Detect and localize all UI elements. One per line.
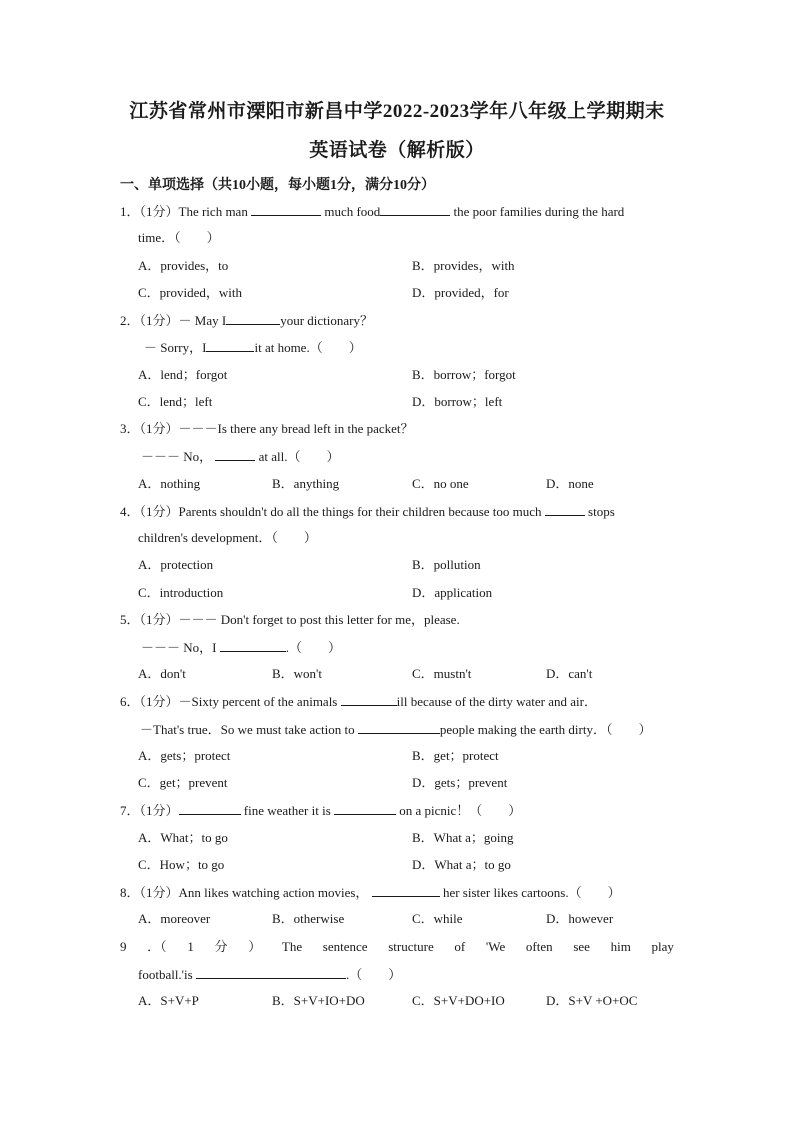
option-d[interactable]: D．however <box>546 911 614 926</box>
option-a[interactable]: A．protection <box>138 557 214 572</box>
option-c[interactable]: C．while <box>412 911 463 926</box>
answer-blank <box>220 638 286 652</box>
answer-blank <box>372 883 440 897</box>
option-b[interactable]: B．otherwise <box>272 911 345 926</box>
option-c[interactable]: C．S+V+DO+IO <box>412 993 505 1008</box>
option-a[interactable]: A．lend；forgot <box>138 367 228 382</box>
question-3: 3．（1分）－－－Is there any bread left in the packet？ <box>120 421 414 436</box>
option-c[interactable]: C．lend；left <box>138 394 213 409</box>
option-b[interactable]: B．pollution <box>412 557 481 572</box>
option-b[interactable]: B．anything <box>272 476 340 491</box>
question-number: 5．（1分） <box>120 612 179 627</box>
option-d[interactable]: D．application <box>412 585 493 600</box>
question-5-reply: －－－ No，I .（ ） <box>141 640 341 655</box>
question-1-cont: time．（ ） <box>138 230 220 245</box>
question-5: 5．（1分）－－－ Don't forget to post this letter for me，please. <box>120 612 460 627</box>
exam-title-line2: 英语试卷（解析版） <box>309 140 485 161</box>
option-d[interactable]: D．provided，for <box>412 285 509 300</box>
section-heading: 一、单项选择（共10小题，每小题1分，满分10分） <box>120 178 435 193</box>
question-number: 1．（1分） <box>120 204 179 219</box>
question-number: 7．（1分） <box>120 803 179 818</box>
question-number: 4．（1分） <box>120 504 179 519</box>
answer-blank <box>215 447 255 461</box>
answer-blank <box>226 311 280 325</box>
question-number: 2．（1分） <box>120 313 179 328</box>
question-7: 7．（1分） fine weather it is on a picnic！（ ） <box>120 803 522 818</box>
option-d[interactable]: D．can't <box>546 666 593 681</box>
question-8: 8．（1分）Ann likes watching action movies， her sister likes cartoons.（ ） <box>120 885 621 900</box>
question-number: 8．（1分） <box>120 885 179 900</box>
option-a[interactable]: A．provides，to <box>138 258 229 273</box>
option-d[interactable]: D．none <box>546 476 594 491</box>
question-number: 3．（1分） <box>120 421 179 436</box>
option-a[interactable]: A．What；to go <box>138 830 228 845</box>
exam-title-line1: 江苏省常州市溧阳市新昌中学2022-2023学年八年级上学期期末 <box>129 101 665 122</box>
option-b[interactable]: B．provides，with <box>412 258 515 273</box>
question-1: 1．（1分）The rich man much food the poor families during the hard <box>120 204 625 219</box>
question-2-reply: － Sorry，I it at home.（ ） <box>144 340 362 355</box>
question-9-cont: football.'is .（ ） <box>138 967 402 982</box>
question-6-reply: －That's true．So we must take action to people making the earth dirty．（ ） <box>140 722 652 737</box>
question-4: 4．（1分）Parents shouldn't do all the things for their children because too much stops <box>120 504 615 519</box>
answer-blank <box>358 720 440 734</box>
option-b[interactable]: B．get；protect <box>412 748 499 763</box>
answer-blank <box>206 338 254 352</box>
answer-blank <box>179 801 241 815</box>
option-b[interactable]: B．S+V+IO+DO <box>272 993 365 1008</box>
option-c[interactable]: C．provided，with <box>138 285 242 300</box>
question-2: 2．（1分）－ May I your dictionary？ <box>120 313 373 328</box>
option-b[interactable]: B．won't <box>272 666 323 681</box>
option-d[interactable]: D．S+V +O+OC <box>546 993 638 1008</box>
answer-blank <box>341 692 397 706</box>
option-a[interactable]: A．gets；protect <box>138 748 231 763</box>
answer-blank <box>545 502 585 516</box>
option-d[interactable]: D．borrow；left <box>412 394 503 409</box>
option-c[interactable]: C．How；to go <box>138 857 225 872</box>
option-c[interactable]: C．get；prevent <box>138 775 228 790</box>
option-b[interactable]: B．What a；going <box>412 830 514 845</box>
question-6: 6．（1分）－Sixty percent of the animals ill because of the dirty water and air． <box>120 694 597 709</box>
option-a[interactable]: A．nothing <box>138 476 201 491</box>
option-a[interactable]: A．moreover <box>138 911 211 926</box>
option-c[interactable]: C．introduction <box>138 585 224 600</box>
option-c[interactable]: C．mustn't <box>412 666 472 681</box>
question-number: 6．（1分） <box>120 694 179 709</box>
option-c[interactable]: C．no one <box>412 476 469 491</box>
option-a[interactable]: A．don't <box>138 666 186 681</box>
question-9: 9 ．（ 1 分 ） The sentence structure of 'We often see him play <box>120 939 674 954</box>
option-d[interactable]: D．gets；prevent <box>412 775 508 790</box>
option-d[interactable]: D．What a；to go <box>412 857 511 872</box>
option-b[interactable]: B．borrow；forgot <box>412 367 516 382</box>
option-a[interactable]: A．S+V+P <box>138 993 199 1008</box>
answer-blank <box>380 202 450 216</box>
answer-blank <box>196 965 346 979</box>
question-4-cont: children's development．（ ） <box>138 530 317 545</box>
question-3-reply: －－－ No， at all.（ ） <box>141 449 340 464</box>
answer-blank <box>251 202 321 216</box>
answer-blank <box>334 801 396 815</box>
